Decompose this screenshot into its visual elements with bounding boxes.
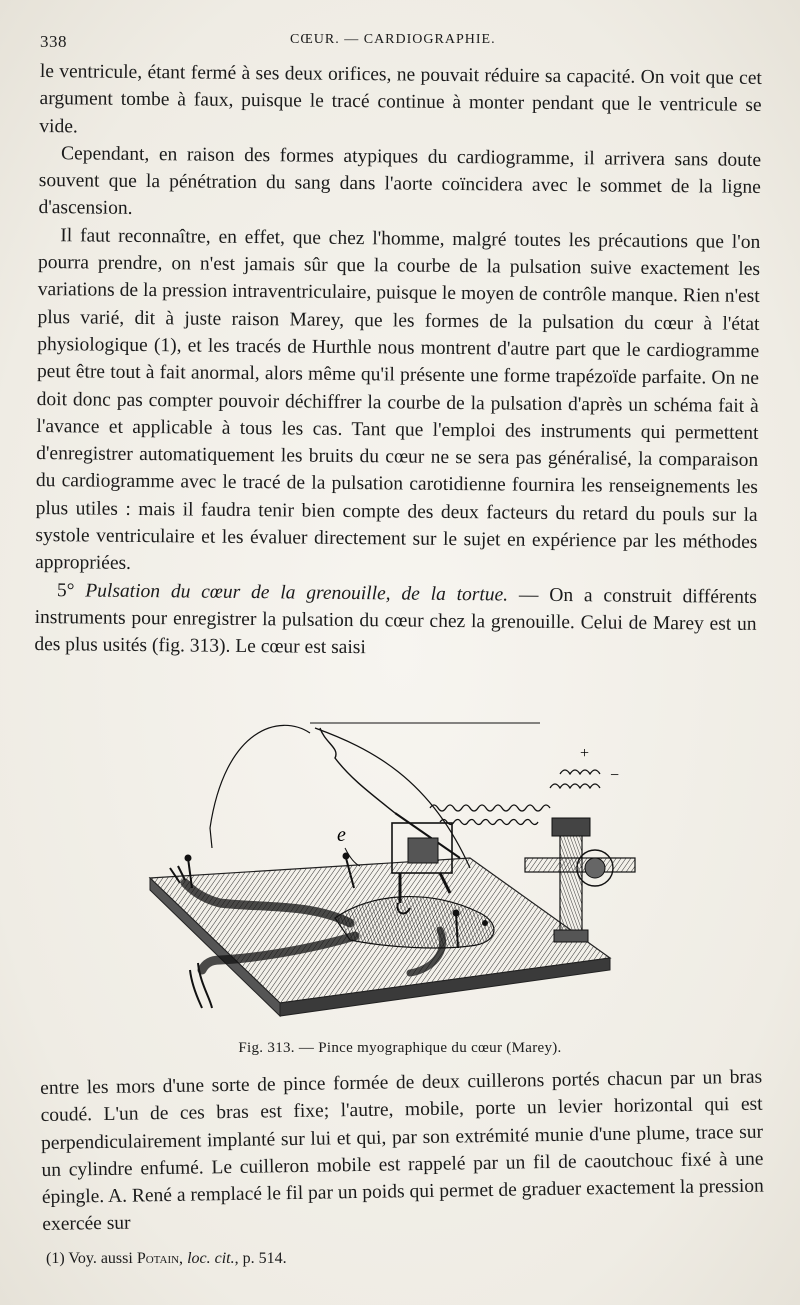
footnote-ref: loc. cit. — [187, 1250, 235, 1267]
running-head: CŒUR. — CARDIOGRAPHIE. — [290, 32, 496, 47]
recording-lever — [210, 723, 540, 868]
figure-313-illustration — [140, 708, 640, 1030]
paragraph-2: Cependant, en raison des formes atypiques du cardiogramme, il arrivera sans doute souvent que la pénétration du sang dans l'aorte coïncidera avec le sommet de la ligne d'ascension. — [38, 143, 762, 220]
paragraph-4 — [34, 577, 757, 666]
main-text — [34, 58, 762, 665]
label-e: e — [337, 824, 346, 846]
footnote-page: , p. 514. — [234, 1250, 287, 1267]
page-header — [40, 28, 760, 56]
footnote-author: Potain, — [136, 1250, 184, 1267]
frog-heart-clamp-engraving — [140, 708, 640, 1030]
label-minus: − — [610, 767, 620, 784]
paragraph-5: entre les mors d'une sorte de pince formée de deux cuillerons portés chacun par un bras coudé. L'un de ces bras est fixe; l'autre, mobile, porte un levier horizontal qui est perpendiculairement implanté sur lui et qui, par son extrémité munie d'une plume, trace sur un cylindre enfumé. Le cuilleron mobile est rappelé par un fil de caoutchouc fixé à une épingle. A. René a remplacé le fil par un poids qui permet de graduer exactement la pression exercée sur — [40, 1066, 765, 1236]
figure-caption: Fig. 313. — Pince myographique du cœur (Marey). — [238, 1040, 562, 1056]
footnote — [46, 1250, 746, 1268]
section-number: 5° — [56, 579, 75, 601]
section-text: — On a construit différents instruments pour enregistrer la pulsation du cœur chez la grenouille. Celui de Marey est un des plus usités (fig. 313). Le cœur est saisi — [34, 584, 757, 659]
paragraph-1: le ventricule, étant fermé à ses deux orifices, ne pouvait réduire sa capacité. On voit que cet argument tombe à faux, puisque le tracé continue à monter pendant que le ventricule se vide. — [39, 60, 762, 137]
paragraph-3: Il faut reconnaître, en effet, que chez l'homme, malgré toutes les précautions que l'on pourra prendre, on n'est jamais sûr que la courbe de la pulsation suive exactement les variations de la pression intraventriculaire, puisque le moyen de contrôle manque. Rien n'est plus varié, dit à juste raison Marey, que les formes de la pulsation du cœur à l'état physiologique (1), et les tracés de Hurthle nous montrent d'autre part que le cardiogramme peut être tout à fait anormal, alors même qu'il présente une forme trapézoïde parfaite. On ne doit donc pas compter pouvoir déchiffrer la courbe de la pulsation d'après un schéma fait à l'avance et applicable à tous les cas. Tant que l'emploi des instruments qui permettent d'enregistrer automatiquement les bruits du cœur ne se sera pas généralisé, la comparaison du cardiogramme avec le tracé de la pulsation carotidienne fournira les renseignements les plus utiles : mais il faudra tenir bien compte des deux facteurs du retard du pouls sur la systole ventriculaire et les évaluer directement sur le sujet en expérience par les méthodes appropriées. — [35, 224, 761, 575]
section-title: Pulsation du cœur de la grenouille, de la tortue. — [85, 580, 509, 606]
electric-coils — [430, 745, 619, 825]
label-plus: + — [580, 745, 590, 762]
footnote-marker: (1) Voy. aussi — [46, 1250, 133, 1267]
continuation-text — [40, 1064, 764, 1239]
page-number: 338 — [40, 32, 67, 51]
